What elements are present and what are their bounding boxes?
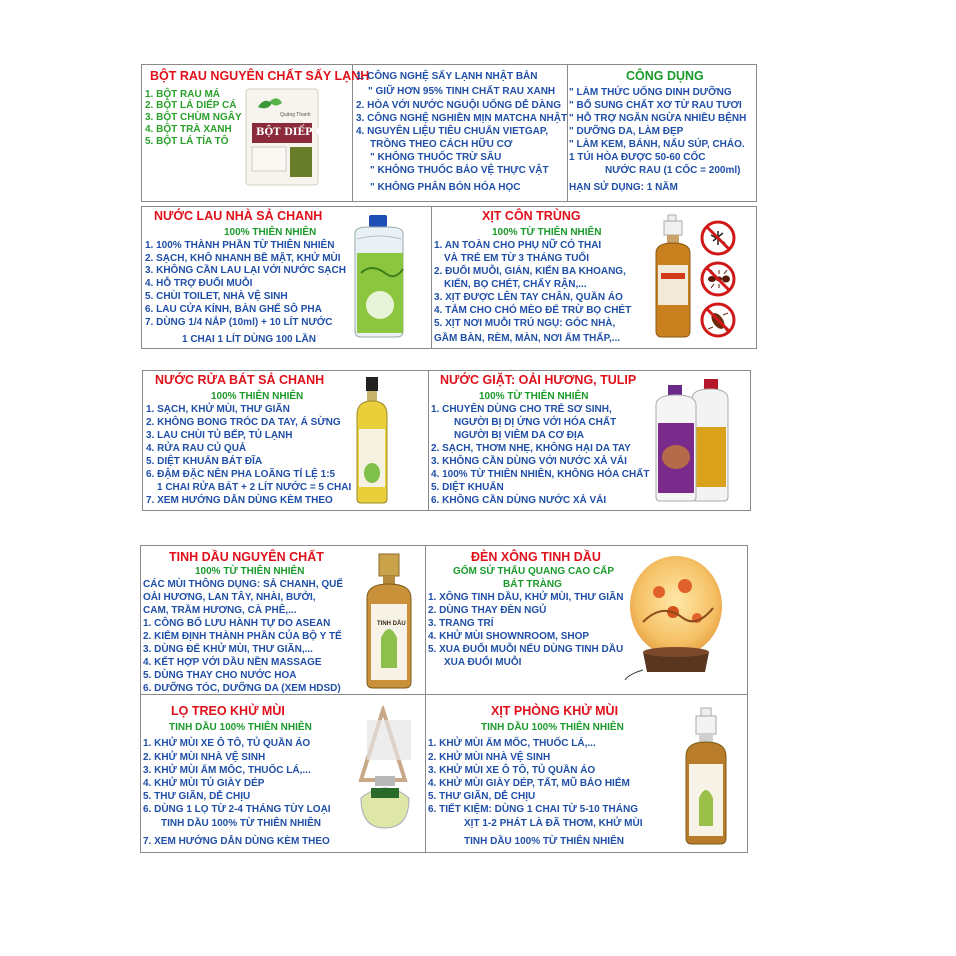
use-item-3: " HỖ TRỢ NGĂN NGỪA NHIỀU BỆNH <box>569 113 747 124</box>
lau-nha-con-trung-panel <box>141 206 757 349</box>
den-xong-subtitle-2: BÁT TRÀNG <box>503 579 562 590</box>
lo-treo-item-6: 6. DÙNG 1 LỌ TỪ 2-4 THÁNG TÙY LOẠI <box>143 804 331 815</box>
xit-phong-item-7: XỊT 1-2 PHÁT LÀ ĐÃ THƠM, KHỬ MÙI <box>464 818 643 829</box>
tech-item-1: 1. CÔNG NGHỆ SẤY LẠNH NHẬT BẢN <box>356 71 538 82</box>
use-item-8: HẠN SỬ DỤNG: 1 NĂM <box>569 182 678 193</box>
lau-nha-subtitle: 100% THIÊN NHIÊN <box>224 227 317 238</box>
rua-bat-title: NƯỚC RỬA BÁT SẢ CHANH <box>155 373 325 387</box>
use-item-1: " LÀM THỨC UỐNG DINH DƯỠNG <box>569 87 732 98</box>
bot-rau-panel <box>141 64 757 202</box>
lo-treo-subtitle: TINH DẦU 100% THIÊN NHIÊN <box>169 722 312 733</box>
tinh-dau-item-5: 2. KIỂM ĐỊNH THÀNH PHẦN CỦA BỘ Y TẾ <box>143 631 342 642</box>
den-xong-item-3: 3. TRANG TRÍ <box>428 618 494 629</box>
lau-nha-item-6: 6. LAU CỬA KÍNH, BÀN GHẾ SÔ PHA <box>145 304 322 315</box>
use-item-6: 1 TÚI HÒA ĐƯỢC 50-60 CỐC <box>569 152 706 163</box>
tech-item-6: TRỒNG THEO CÁCH HỮU CƠ <box>370 139 513 150</box>
rua-bat-item-5: 5. DIỆT KHUẨN BÁT ĐĨA <box>146 456 263 467</box>
insect-spray-bottle-image <box>650 213 696 339</box>
xit-phong-item-4: 4. KHỬ MÙI GIÀY DÉP, TẤT, MŨ BẢO HIỂM <box>428 778 630 789</box>
nuoc-giat-item-5: 3. KHÔNG CẦN DÙNG VỚI NƯỚC XẢ VẢI <box>431 456 627 467</box>
tech-item-5: 4. NGUYÊN LIỆU TIÊU CHUẨN VIETGAP, <box>356 126 549 137</box>
tech-item-8: " KHÔNG THUỐC BẢO VỆ THỰC VẬT <box>370 165 549 176</box>
con-trung-item-1: 1. AN TOÀN CHO PHỤ NỮ CÓ THAI <box>434 240 602 251</box>
lau-nha-item-5: 5. CHÙI TOILET, NHÀ VỆ SINH <box>145 291 288 302</box>
xit-phong-item-6: 6. TIẾT KIỆM: DÙNG 1 CHAI TỪ 5-10 THÁNG <box>428 804 638 815</box>
den-xong-item-4: 4. KHỬ MÙI SHOWNROOM, SHOP <box>428 631 590 642</box>
con-trung-subtitle: 100% TỪ THIÊN NHIÊN <box>492 227 602 238</box>
con-trung-item-6: 4. TẮM CHO CHÓ MÈO ĐỂ TRỪ BỌ CHÉT <box>434 305 632 316</box>
tech-item-3: 2. HÒA VỚI NƯỚC NGUỘI UỐNG DỄ DÀNG <box>356 100 561 111</box>
bot-rau-item-4: 4. BỘT TRÀ XANH <box>145 124 232 135</box>
use-title: CÔNG DỤNG <box>626 69 704 83</box>
tinh-dau-panel <box>140 545 748 853</box>
den-xong-item-1: 1. XÔNG TINH DẦU, KHỬ MÙI, THƯ GIÃN <box>428 592 624 603</box>
lau-nha-item-4: 4. HỖ TRỢ ĐUỔI MUỖI <box>145 278 253 289</box>
bot-rau-item-2: 2. BỘT LÁ DIẾP CÁ <box>145 100 237 111</box>
dish-soap-bottle-image <box>351 375 393 505</box>
tinh-dau-item-6: 3. DÙNG ĐỂ KHỬ MÙI, THƯ GIÃN,... <box>143 644 313 655</box>
xit-phong-item-8: TINH DẦU 100% TỪ THIÊN NHIÊN <box>464 836 624 847</box>
tinh-dau-item-7: 4. KẾT HỢP VỚI DẦU NỀN MASSAGE <box>143 657 322 668</box>
nuoc-giat-item-7: 5. DIỆT KHUẨN <box>431 482 504 493</box>
nuoc-giat-item-1: 1. CHUYÊN DÙNG CHO TRẺ SƠ SINH, <box>431 404 612 415</box>
rua-bat-item-1: 1. SẠCH, KHỬ MÙI, THƯ GIÃN <box>146 404 290 415</box>
con-trung-item-7: 5. XỊT NƠI MUỖI TRÚ NGỤ: GÓC NHÀ, <box>434 318 616 329</box>
con-trung-item-3: 2. ĐUỔI MUỖI, GIÁN, KIẾN BA KHOANG, <box>434 266 626 277</box>
nuoc-giat-item-6: 4. 100% TỪ THIÊN NHIÊN, KHÔNG HÓA CHẤT <box>431 469 650 480</box>
lo-treo-item-5: 5. THƯ GIÃN, DỄ CHỊU <box>143 791 251 802</box>
xit-phong-subtitle: TINH DẦU 100% THIÊN NHIÊN <box>481 722 624 733</box>
bot-rau-item-3: 3. BỘT CHÙM NGÂY <box>145 112 242 123</box>
nuoc-giat-item-2: NGƯỜI BỊ DỊ ỨNG VỚI HÓA CHẤT <box>454 417 617 428</box>
tinh-dau-item-9: 6. DƯỠNG TÓC, DƯỠNG DA (XEM HDSD) <box>143 683 341 694</box>
xit-phong-item-1: 1. KHỬ MÙI ẨM MỐC, THUỐC LÁ,... <box>428 738 596 749</box>
con-trung-item-2: VÀ TRẺ EM TỪ 3 THÁNG TUỔI <box>444 253 589 264</box>
rua-bat-item-6: 6. ĐẬM ĐẶC NÊN PHA LOÃNG TỈ LỆ 1:5 <box>146 469 336 480</box>
tech-item-2: " GIỮ HƠN 95% TINH CHẤT RAU XANH <box>368 86 556 97</box>
rua-bat-item-7: 1 CHAI RỬA BÁT + 2 LÍT NƯỚC = 5 CHAI <box>157 482 352 493</box>
den-xong-title: ĐÈN XÔNG TINH DẦU <box>471 550 601 564</box>
con-trung-title: XỊT CÔN TRÙNG <box>482 209 581 223</box>
use-item-2: " BỔ SUNG CHẤT XƠ TỪ RAU TƯƠI <box>569 100 742 111</box>
lo-treo-item-8: 7. XEM HƯỚNG DẪN DÙNG KÈM THEO <box>143 836 330 847</box>
use-item-4: " DƯỠNG DA, LÀM ĐẸP <box>569 126 684 137</box>
con-trung-item-5: 3. XỊT ĐƯỢC LÊN TAY CHÂN, QUẦN ÁO <box>434 292 623 303</box>
xit-phong-item-3: 3. KHỬ MÙI XE Ô TÔ, TỦ QUẦN ÁO <box>428 765 596 776</box>
bot-rau-title: BỘT RAU NGUYÊN CHẤT SẤY LẠNH <box>150 69 370 83</box>
hanging-diffuser-image <box>353 706 417 834</box>
floor-cleaner-bottle-image <box>347 213 411 339</box>
nuoc-giat-item-8: 6. KHÔNG CẦN DÙNG NƯỚC XẢ VẢI <box>431 495 607 506</box>
bot-rau-item-5: 5. BỘT LÁ TÍA TÔ <box>145 136 229 147</box>
nuoc-giat-subtitle: 100% TỪ THIÊN NHIÊN <box>479 391 589 402</box>
lau-nha-item-2: 2. SẠCH, KHÔ NHANH BỀ MẶT, KHỬ MÙI <box>145 253 341 264</box>
no-cockroach-icon <box>699 301 737 339</box>
lo-treo-item-1: 1. KHỬ MÙI XE Ô TÔ, TỦ QUẦN ÁO <box>143 738 311 749</box>
tinh-dau-item-4: 1. CÔNG BỐ LƯU HÀNH TỰ DO ASEAN <box>143 618 331 629</box>
con-trung-item-4: KIẾN, BỌ CHÉT, CHẤY RẬN,... <box>444 279 587 290</box>
laundry-bottles-image <box>652 377 746 503</box>
tech-item-9: " KHÔNG PHÂN BÓN HÓA HỌC <box>370 182 521 193</box>
nuoc-giat-item-4: 2. SẠCH, THƠM NHẸ, KHÔNG HẠI DA TAY <box>431 443 631 454</box>
tech-item-4: 3. CÔNG NGHỆ NGHIỀN MỊN MATCHA NHẬT <box>356 113 568 124</box>
rua-bat-nuoc-giat-panel <box>142 370 751 511</box>
xit-phong-item-2: 2. KHỬ MÙI NHÀ VỆ SINH <box>428 752 551 763</box>
essential-oil-bottle-image <box>361 552 417 690</box>
aroma-lamp-image <box>623 552 729 682</box>
no-ant-icon <box>699 260 737 298</box>
xit-phong-title: XỊT PHÒNG KHỬ MÙI <box>491 704 619 718</box>
rua-bat-subtitle: 100% THIÊN NHIÊN <box>211 391 304 402</box>
rua-bat-item-4: 4. RỬA RAU CỦ QUẢ <box>146 443 247 454</box>
tinh-dau-item-2: OẢI HƯƠNG, LAN TÂY, NHÀI, BƯỞI, <box>143 592 316 603</box>
essential-oil-bottle-label: TINH DẦU <box>377 621 406 627</box>
nuoc-giat-title: NƯỚC GIẶT: OẢI HƯƠNG, TULIP <box>440 373 637 387</box>
lo-treo-title: LỌ TREO KHỬ MÙI <box>171 704 285 718</box>
use-item-5: " LÀM KEM, BÁNH, NẤU SÚP, CHÁO. <box>569 139 745 150</box>
tech-item-7: " KHÔNG THUỐC TRỪ SÂU <box>370 152 502 163</box>
rua-bat-item-8: 7. XEM HƯỚNG DẪN DÙNG KÈM THEO <box>146 495 333 506</box>
lo-treo-item-2: 2. KHỬ MÙI NHÀ VỆ SINH <box>143 752 266 763</box>
powder-pack-image <box>244 87 332 187</box>
rua-bat-item-2: 2. KHÔNG BONG TRÓC DA TAY, Á SỪNG <box>146 417 341 428</box>
powder-pack-brand: Quảng Thanh <box>280 112 311 118</box>
tinh-dau-subtitle: 100% TỪ THIÊN NHIÊN <box>195 566 305 577</box>
lau-nha-item-7: 7. DÙNG 1/4 NẮP (10ml) + 10 LÍT NƯỚC <box>145 317 333 328</box>
lo-treo-item-7: TINH DẦU 100% TỪ THIÊN NHIÊN <box>161 818 321 829</box>
tinh-dau-item-8: 5. DÙNG THAY CHO NƯỚC HOA <box>143 670 297 681</box>
lo-treo-item-4: 4. KHỬ MÙI TỦ GIÀY DÉP <box>143 778 265 789</box>
no-mosquito-icon <box>699 219 737 257</box>
lo-treo-item-3: 3. KHỬ MÙI ẨM MỐC, THUỐC LÁ,... <box>143 765 311 776</box>
den-xong-item-2: 2. DÙNG THAY ĐÈN NGỦ <box>428 605 547 616</box>
bot-rau-item-1: 1. BỘT RAU MÁ <box>145 89 220 100</box>
den-xong-item-5: 5. XUA ĐUỔI MUỖI NẾU DÙNG TINH DẦU <box>428 644 624 655</box>
use-item-7: NƯỚC RAU (1 CỐC = 200ml) <box>605 165 741 176</box>
lau-nha-footer: 1 CHAI 1 LÍT DÙNG 100 LẦN <box>182 334 316 345</box>
lau-nha-item-3: 3. KHÔNG CẦN LAU LẠI VỚI NƯỚC SẠCH <box>145 265 346 276</box>
con-trung-item-8: GẦM BÀN, RÈM, MÀN, NƠI ẨM THẤP,... <box>434 333 621 344</box>
xit-phong-item-5: 5. THƯ GIÃN, DỄ CHỊU <box>428 791 536 802</box>
rua-bat-item-3: 3. LAU CHÙI TỦ BẾP, TỦ LẠNH <box>146 430 293 441</box>
tinh-dau-item-1: CÁC MÙI THÔNG DỤNG: SẢ CHANH, QUẾ <box>143 579 343 590</box>
den-xong-item-6: XUA ĐUỔI MUỖI <box>444 657 522 668</box>
den-xong-subtitle-1: GỐM SỨ THẤU QUANG CAO CẤP <box>453 566 615 577</box>
lau-nha-title: NƯỚC LAU NHÀ SẢ CHANH <box>154 209 323 223</box>
tinh-dau-title: TINH DẦU NGUYÊN CHẤT <box>169 550 324 564</box>
room-spray-bottle-image <box>681 706 731 846</box>
nuoc-giat-item-3: NGƯỜI BỊ VIÊM DA CƠ ĐỊA <box>454 430 584 441</box>
lau-nha-item-1: 1. 100% THÀNH PHẦN TỪ THIÊN NHIÊN <box>145 240 335 251</box>
powder-pack-label: BỘT DIẾP CÁ <box>256 127 332 138</box>
tinh-dau-item-3: CAM, TRẦM HƯƠNG, CÀ PHÊ,... <box>143 605 297 616</box>
